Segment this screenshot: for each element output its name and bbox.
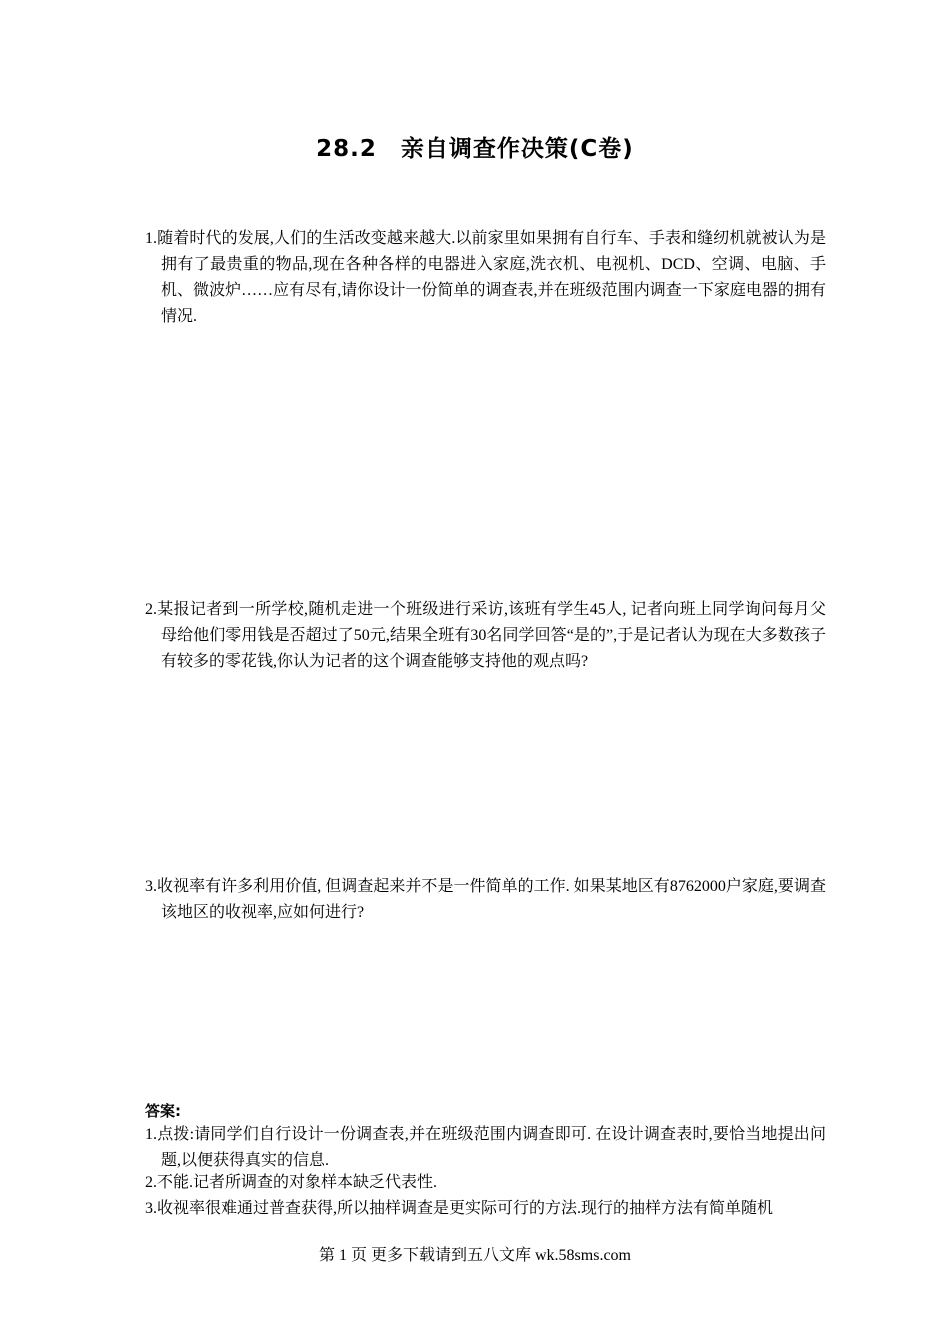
answers-heading: 答案: [145,1102,181,1120]
question-3: 3.收视率有许多利用价值, 但调查起来并不是一件简单的工作. 如果某地区有8762000户家庭,要调查该地区的收视率,应如何进行? [145,878,826,921]
page-title: 28.2 亲自调查作决策(C卷) [316,136,634,162]
answer-2: 2.不能.记者所调查的对象样本缺乏代表性. [145,1174,438,1191]
page-footer: 第 1 页 更多下载请到五八文库 wk.58sms.com [318,1247,631,1264]
answer-1: 1.点拨:请同学们自行设计一份调查表,并在班级范围内调查即可. 在设计调查表时,要恰当地提出问题,以便获得真实的信息. [145,1126,826,1169]
question-2: 2.某报记者到一所学校,随机走进一个班级进行采访,该班有学生45人, 记者向班上同学询问每月父母给他们零用钱是否超过了50元,结果全班有30名同学回答“是的”,于是记者认为现在大多数孩子有较多的零花钱,你认为记者的这个调查能够支持他的观点吗? [145,601,826,670]
question-1: 1.随着时代的发展,人们的生活改变越来越大.以前家里如果拥有自行车、手表和缝纫机就被认为是拥有了最贵重的物品,现在各种各样的电器进入家庭,洗衣机、电视机、DCD、空调、电脑、手机、微波炉……应有尽有,请你设计一份简单的调查表,并在班级范围内调查一下家庭电器的拥有情况. [145,230,826,325]
answer-3: 3.收视率很难通过普查获得,所以抽样调查是更实际可行的方法.现行的抽样方法有简单随机 [145,1200,774,1217]
